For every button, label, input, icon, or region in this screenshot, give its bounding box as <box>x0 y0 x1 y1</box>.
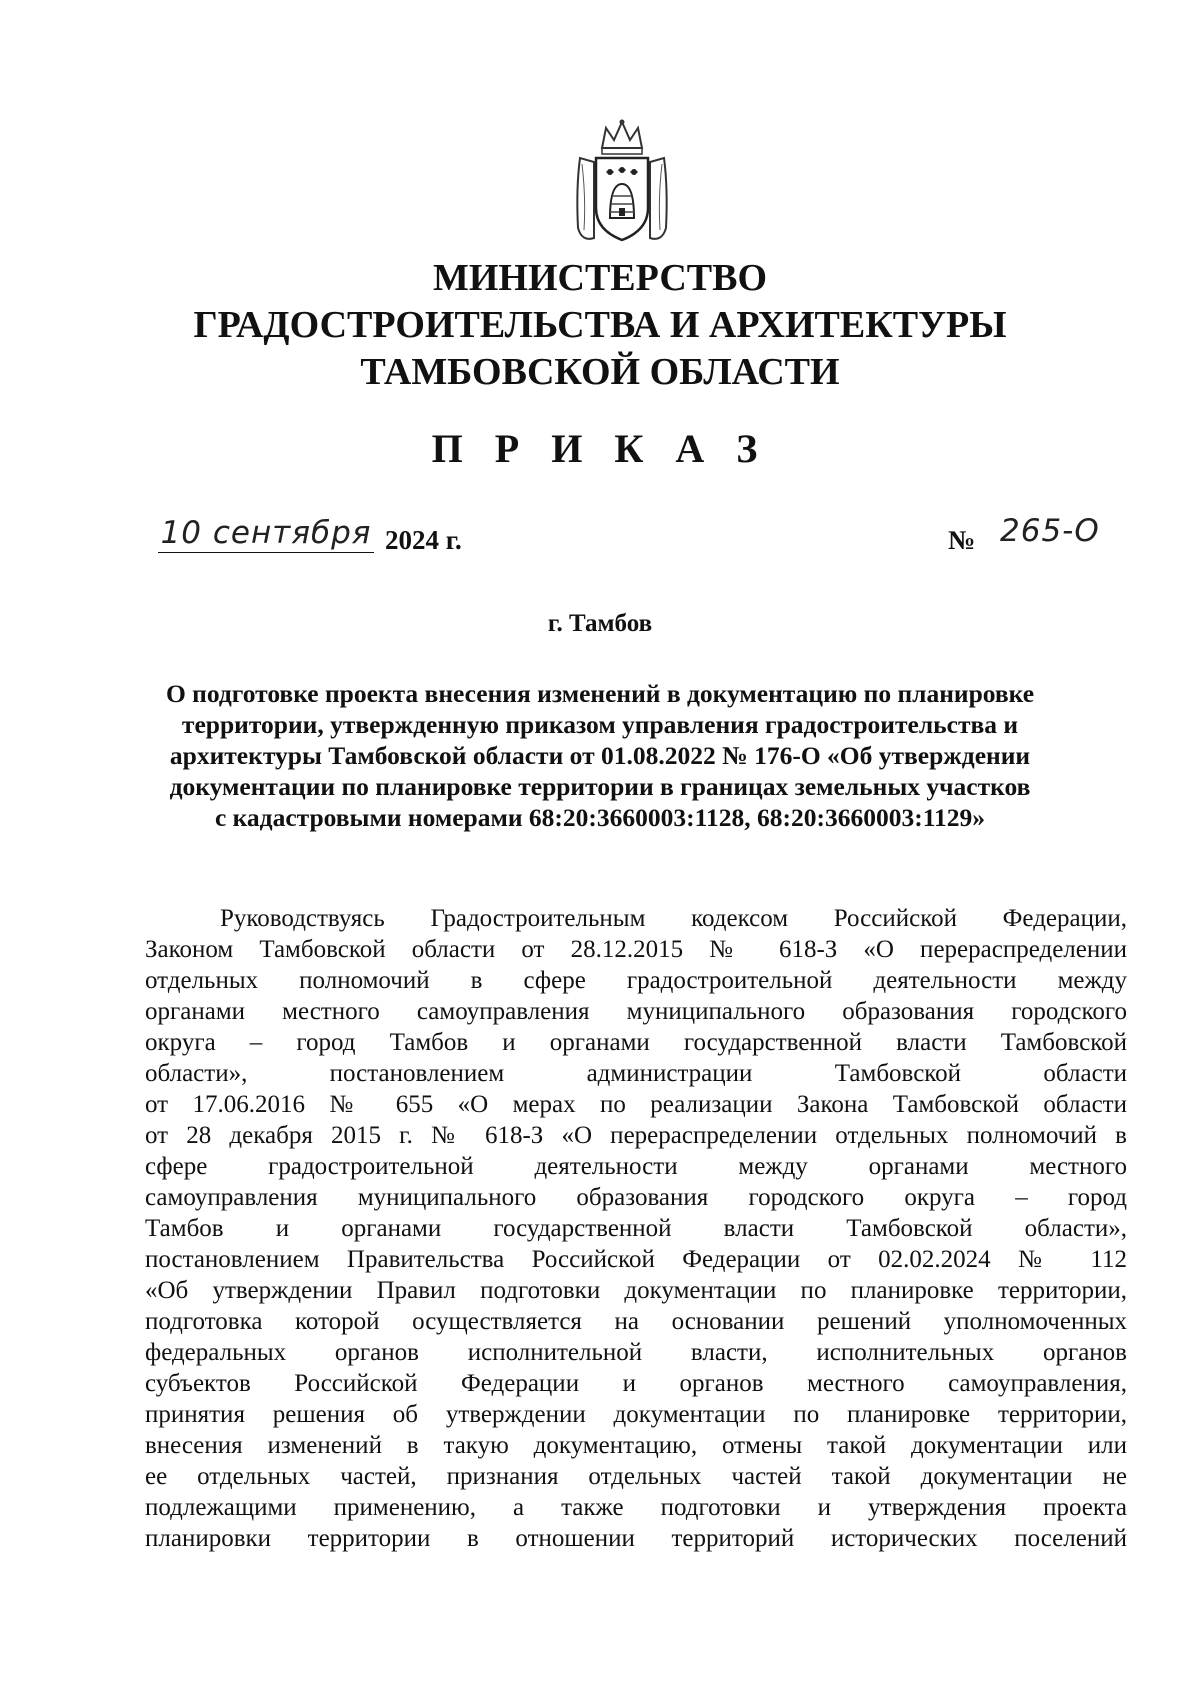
body-line: планировки территории в отношении территорий исторических поселений <box>145 1525 1127 1552</box>
body-line: ее отдельных частей, признания отдельных частей такой документации не <box>145 1463 1127 1490</box>
body-line: Законом Тамбовской области от 28.12.2015 № 618-З «О перераспределении <box>145 936 1127 963</box>
heading-line: с кадастровыми номерами 68:20:3660003:1128, 68:20:3660003:1129» <box>214 803 986 832</box>
body-line: от 28 декабря 2015 г. № 618-З «О перераспределении отдельных полномочий в <box>145 1122 1127 1149</box>
date-year: 2024 г. <box>385 525 462 555</box>
date-number-row <box>158 515 1128 575</box>
heading-line: архитектуры Тамбовской области от 01.08.2022 № 176-О «Об утверждении <box>169 741 1031 770</box>
document-type-title: П Р И К А З <box>431 426 769 471</box>
body-line: от 17.06.2016 № 655 «О мерах по реализации Закона Тамбовской области <box>145 1091 1127 1118</box>
coat-of-arms-emblem <box>572 118 672 248</box>
body-line: отдельных полномочий в сфере градостроительной деятельности между <box>145 967 1127 994</box>
heading-line: документации по планировке территории в границах земельных участков <box>169 772 1031 801</box>
body-line: самоуправления муниципального образования городского округа – город <box>145 1184 1127 1211</box>
body-line: области», постановлением администрации Тамбовской области <box>145 1060 1127 1087</box>
body-line: «Об утверждении Правил подготовки документации по планировке территории, <box>145 1277 1127 1304</box>
body-line: подготовка которой осуществляется на основании решений уполномоченных <box>145 1308 1127 1335</box>
body-line: внесения изменений в такую документацию, отмены такой документации или <box>145 1432 1127 1459</box>
body-line: подлежащими применению, а также подготовки и утверждения проекта <box>145 1494 1127 1521</box>
handwritten-date: 10 сентября <box>158 515 374 553</box>
order-heading <box>140 678 1060 833</box>
ministry-line-1: МИНИСТЕРСТВО <box>432 257 768 299</box>
body-line: постановлением Правительства Российской Федерации от 02.02.2024 № 112 <box>145 1246 1127 1273</box>
body-line: принятия решения об утверждении документации по планировке территории, <box>145 1401 1127 1428</box>
handwritten-order-number: 265-О <box>1000 513 1100 549</box>
ministry-line-3: ТАМБОВСКОЙ ОБЛАСТИ <box>360 351 840 393</box>
body-paragraph <box>145 903 1127 1554</box>
ministry-name <box>150 255 1050 396</box>
ministry-line-2: ГРАДОСТРОИТЕЛЬСТВА И АРХИТЕКТУРЫ <box>193 304 1007 346</box>
city-name: г. Тамбов <box>547 610 653 637</box>
body-line: сфере градостроительной деятельности между органами местного <box>145 1153 1127 1180</box>
heading-line: О подготовке проекта внесения изменений в документацию по планировке <box>165 679 1035 708</box>
body-line: округа – город Тамбов и органами государственной власти Тамбовской <box>145 1029 1127 1056</box>
body-line: Руководствуясь Градостроительным кодексом Российской Федерации, <box>220 905 1127 932</box>
number-sign: № <box>948 525 976 555</box>
heading-line: территории, утвержденную приказом управления градостроительства и <box>181 710 1019 739</box>
body-line: органами местного самоуправления муниципального образования городского <box>145 998 1127 1025</box>
body-line: Тамбов и органами государственной власти Тамбовской области», <box>145 1215 1127 1242</box>
body-line: федеральных органов исполнительной власти, исполнительных органов <box>145 1339 1127 1366</box>
body-line: субъектов Российской Федерации и органов местного самоуправления, <box>145 1370 1127 1397</box>
